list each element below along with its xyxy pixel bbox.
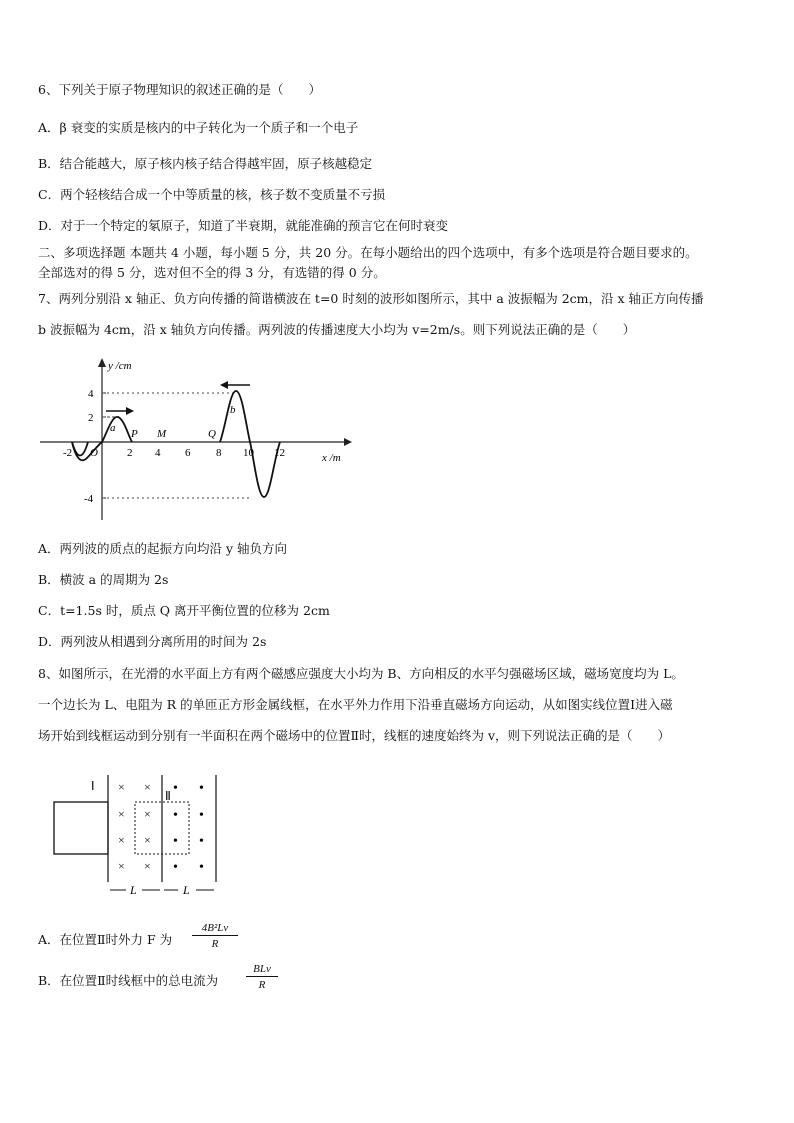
q7-option-c: C．t=1.5s 时，质点 Q 离开平衡位置的位移为 2cm — [38, 603, 330, 618]
q8-option-b-denominator: R — [258, 979, 266, 991]
x-tick-neg2: -2 — [63, 447, 73, 459]
svg-text:•: • — [199, 860, 204, 875]
position-2-label: Ⅱ — [165, 789, 171, 803]
x-tick-4: 4 — [155, 447, 161, 459]
svg-text:×: × — [144, 807, 151, 821]
svg-text:×: × — [118, 859, 125, 873]
svg-text:×: × — [144, 859, 151, 873]
q8-option-a-numerator: 4B²Lv — [192, 921, 238, 936]
q8-option-a-denominator: R — [211, 938, 219, 950]
svg-text:•: • — [173, 860, 178, 875]
svg-text:•: • — [199, 834, 204, 849]
x-tick-2: 2 — [127, 447, 133, 459]
point-m-label: M — [157, 428, 167, 440]
point-q-label: Q — [208, 428, 216, 440]
svg-text:•: • — [173, 808, 178, 823]
q8-option-b-numerator: BLv — [246, 962, 278, 977]
q6-stem: 6、下列关于原子物理知识的叙述正确的是（ ） — [38, 82, 321, 97]
svg-text:•: • — [199, 781, 204, 796]
y-tick-4: 4 — [88, 388, 94, 400]
width-label-1: L — [130, 883, 137, 897]
q6-option-c: C．两个轻核结合成一个中等质量的核，核子数不变质量不亏损 — [38, 187, 386, 202]
y-axis-label: y /cm — [108, 360, 132, 372]
svg-text:×: × — [144, 833, 151, 847]
q7-wave-figure — [36, 355, 356, 525]
q6-option-b: B．结合能越大，原子核内核子结合得越牢固，原子核越稳定 — [38, 156, 373, 171]
q7-option-a: A．两列波的质点的起振方向均沿 y 轴负方向 — [38, 541, 288, 556]
q7-option-b: B．横波 a 的周期为 2s — [38, 572, 169, 587]
y-tick-2: 2 — [88, 412, 94, 424]
y-tick-neg4: -4 — [84, 493, 94, 505]
x-tick-10: 10 — [243, 447, 254, 459]
wave-b — [220, 391, 280, 497]
x-tick-8: 8 — [216, 447, 222, 459]
q8-stem-line3: 场开始到线框运动到分别有一半面积在两个磁场中的位置Ⅱ时，线框的速度始终为 v，则下列说法正确的是（ ） — [38, 728, 671, 743]
q8-option-b-text: B．在位置Ⅱ时线框中的总电流为 — [38, 973, 219, 988]
svg-text:×: × — [118, 780, 125, 794]
q6-option-d: D．对于一个特定的氡原子，知道了半衰期，就能准确的预言它在何时衰变 — [38, 218, 449, 233]
field-crosses — [118, 780, 151, 873]
x-tick-6: 6 — [185, 447, 191, 459]
section2-line1: 二、多项选择题 本题共 4 小题，每小题 5 分，共 20 分。在每小题给出的四个选项中，有多个选项是符合题目要求的。 — [38, 245, 698, 260]
wave-b-label: b — [230, 404, 236, 416]
q7-stem-line1: 7、两列分别沿 x 轴正、负方向传播的简谐横波在 t=0 时刻的波形如图所示，其中 a 波振幅为 2cm，沿 x 轴正方向传播 — [38, 291, 704, 306]
svg-text:×: × — [118, 833, 125, 847]
point-p-label: P — [131, 428, 138, 440]
svg-text:•: • — [173, 781, 178, 796]
svg-text:×: × — [118, 807, 125, 821]
position-1-label: Ⅰ — [91, 779, 95, 793]
q8-stem-line1: 8、如图所示，在光滑的水平面上方有两个磁感应强度大小均为 B、方向相反的水平匀强磁场区域，磁场宽度均为 L。 — [38, 666, 684, 681]
svg-text:•: • — [199, 808, 204, 823]
y-axis-arrow — [98, 358, 106, 367]
q8-stem-line2: 一个边长为 L、电阻为 R 的单匝正方形金属线框，在水平外力作用下沿垂直磁场方向运动，从如图实线位置Ⅰ进入磁 — [38, 697, 673, 712]
svg-text:×: × — [144, 780, 151, 794]
frame-position-1 — [54, 802, 108, 854]
q8-magnetic-field-figure — [48, 770, 228, 900]
q7-stem-line2: b 波振幅为 4cm，沿 x 轴负方向传播。两列波的传播速度大小均为 v=2m/s。则下列说法正确的是（ ） — [38, 322, 636, 337]
x-tick-12: 12 — [274, 447, 285, 459]
width-label-2: L — [183, 883, 190, 897]
q8-option-a-text: A．在位置Ⅱ时外力 F 为 — [38, 932, 173, 947]
x-axis-arrow — [344, 438, 352, 446]
wave-a-label: a — [110, 422, 116, 434]
section2-line2: 全部选对的得 5 分，选对但不全的得 3 分，有选错的得 0 分。 — [38, 265, 386, 280]
x-axis-label: x /m — [322, 452, 341, 464]
q6-option-a: A．β 衰变的实质是核内的中子转化为一个质子和一个电子 — [38, 120, 359, 135]
q7-option-d: D．两列波从相遇到分离所用的时间为 2s — [38, 634, 267, 649]
x-tick-origin: O — [90, 447, 98, 459]
svg-text:•: • — [173, 834, 178, 849]
